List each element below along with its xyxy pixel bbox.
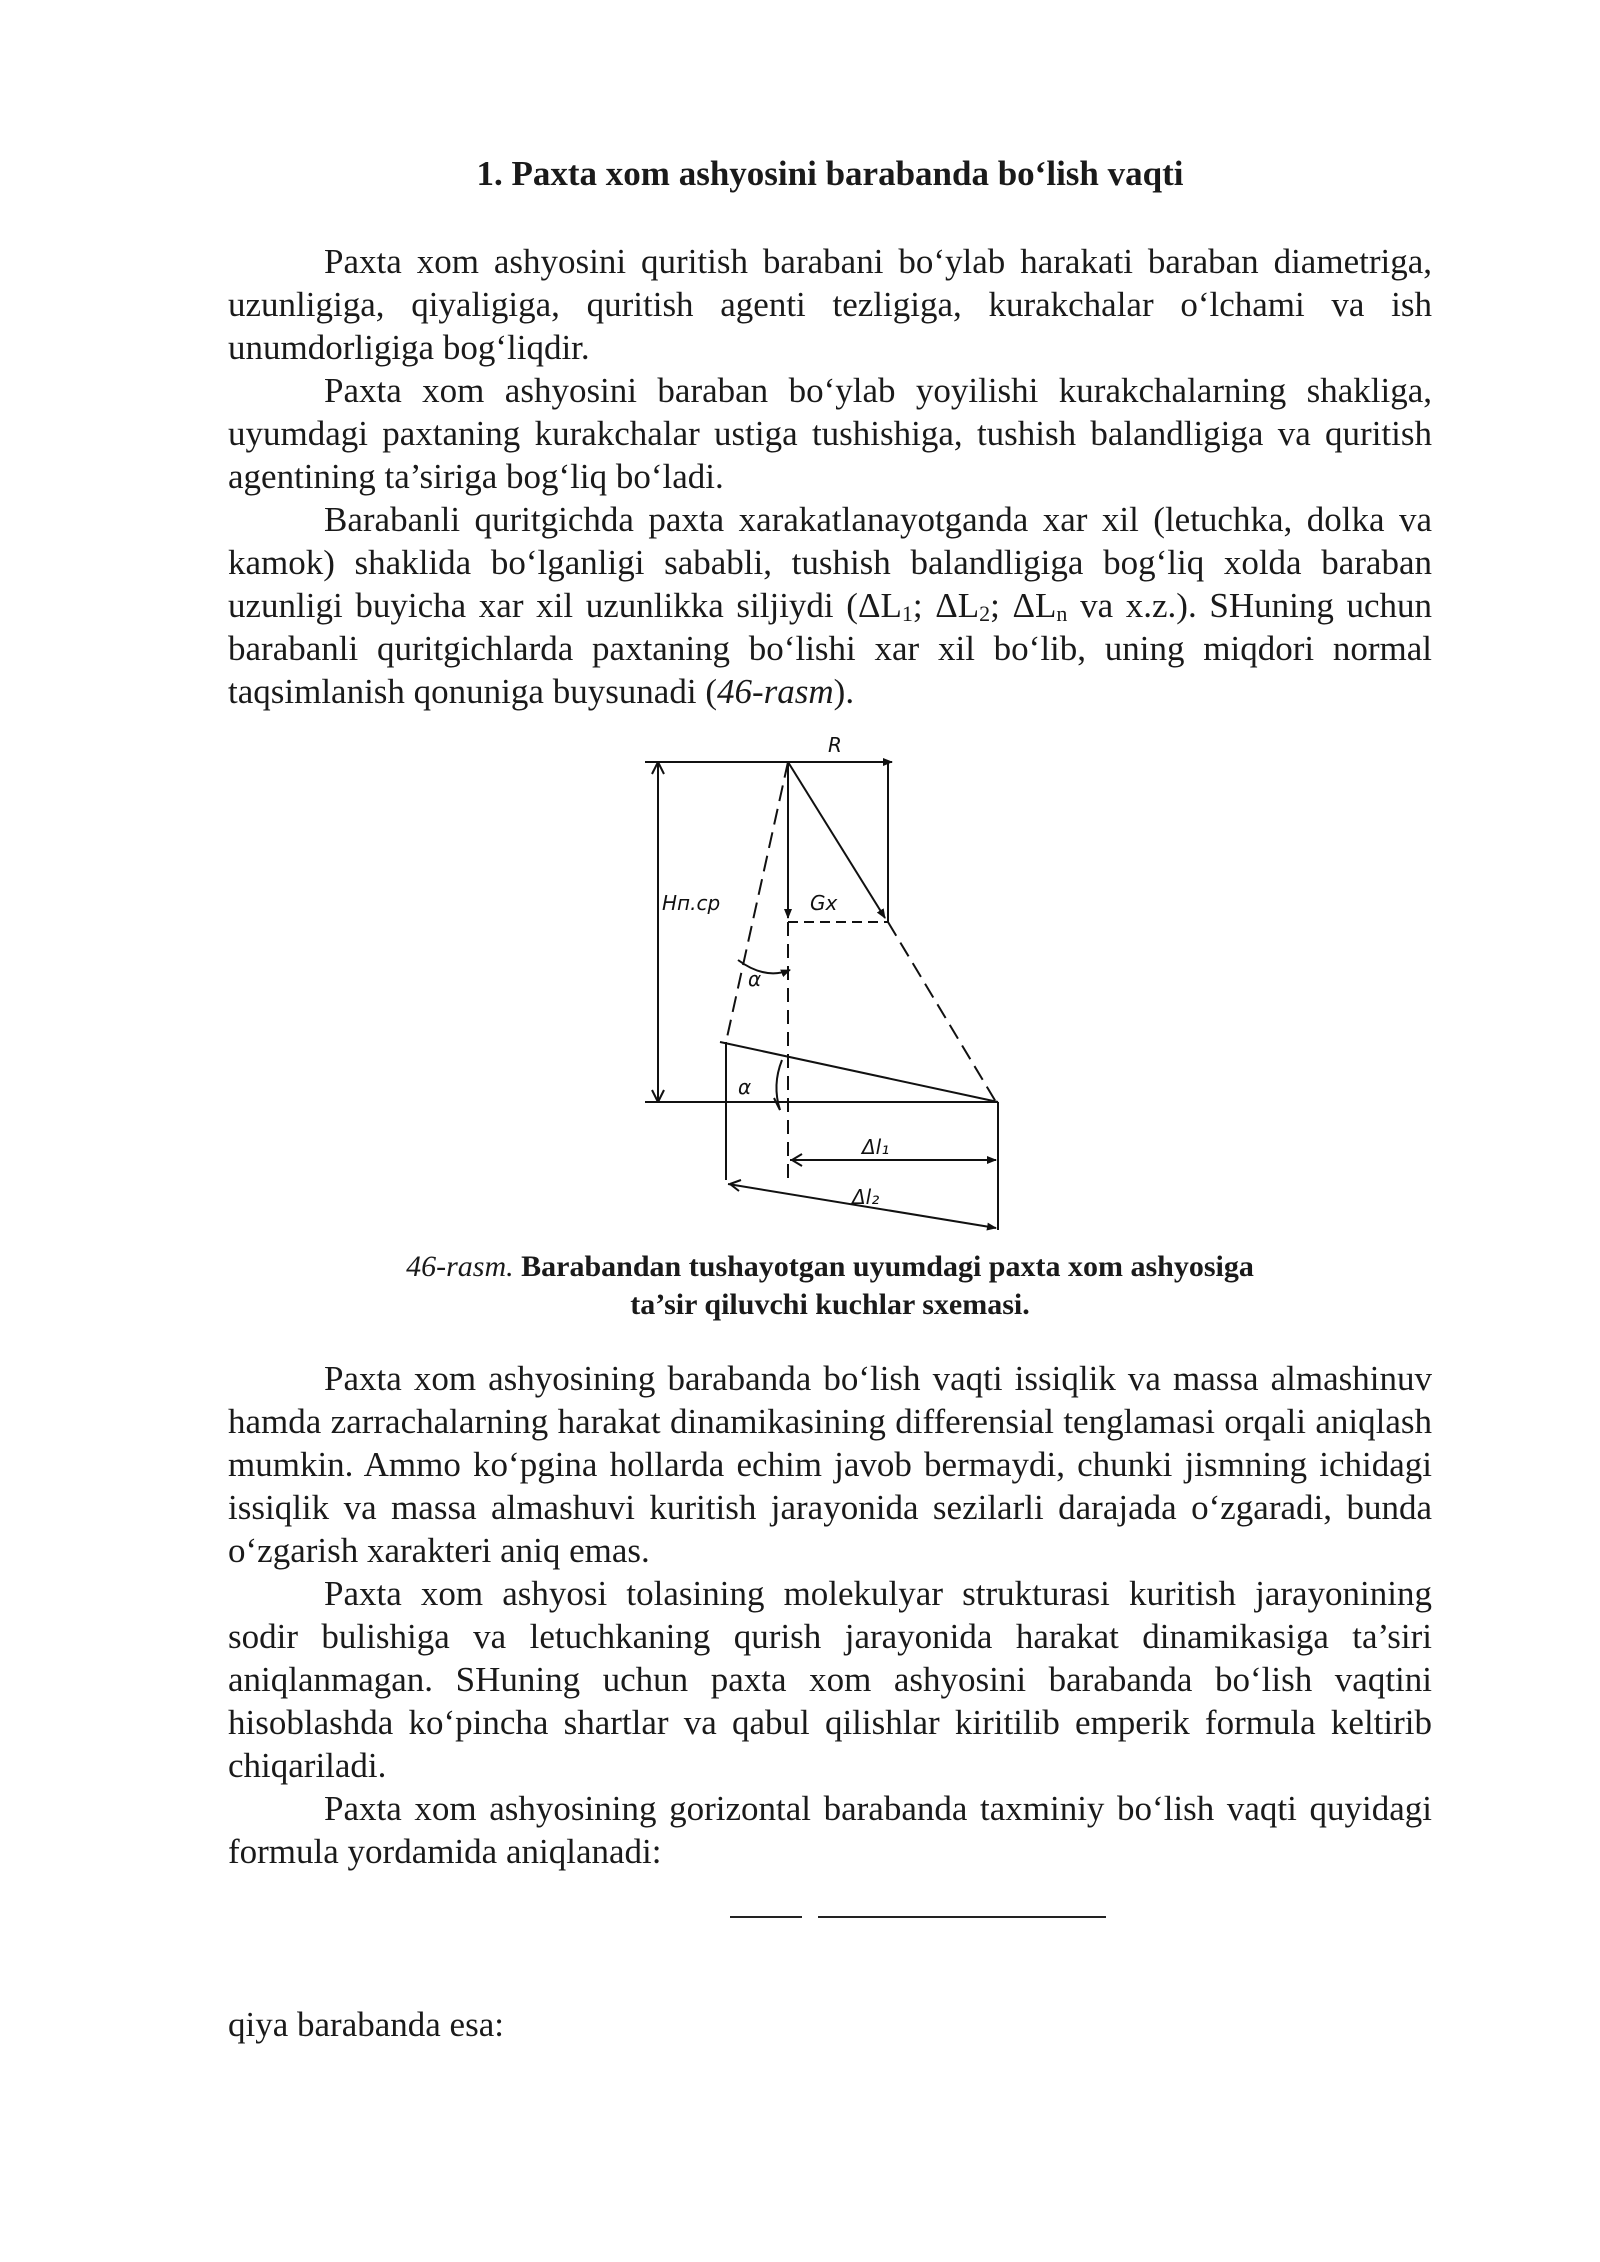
caption-number: 46-rasm. (406, 1250, 514, 1283)
closing-text (228, 2003, 1432, 2046)
label-gravity: Gx (810, 891, 838, 915)
caption-title-line2: ta’sir qiluvchi kuchlar sxemasi. (630, 1288, 1030, 1321)
delta-l2: ΔL (935, 586, 980, 625)
force-diagram (630, 730, 1030, 1240)
separator-1: ; (912, 586, 936, 625)
paragraph-3-text-b: va x.z.). SHuning uchun barabanli quritgichlarda paxtaning bo‘lishi xar xil bo‘lib, uning miqdori normal taqsimlanish qonuniga buysunadi ( (228, 586, 1433, 711)
paragraph-7: qiya barabanda esa: (228, 2005, 504, 2044)
delta-l1: ΔL (857, 586, 902, 625)
delta-l1-index: 1 (901, 601, 913, 626)
label-angle-upper: α (748, 967, 762, 991)
label-angle-lower: α (738, 1075, 752, 1099)
formula-placeholder (730, 1916, 1130, 1926)
sloped-line (720, 1042, 998, 1102)
trajectory-line (726, 762, 788, 1042)
paragraph-1: Paxta xom ashyosini quritish barabani bo‘ylab harakati baraban diametriga, uzunligiga, qiyaligiga, quritish agenti tezligiga, kurakchalar o‘lchami va ish unumdorligiga bog‘liqdir. (228, 242, 1432, 367)
delta-l2-index: 2 (979, 601, 991, 626)
label-height: Hп.cp (662, 891, 721, 915)
label-r: R (828, 733, 842, 757)
intro-text (228, 240, 1432, 713)
paragraph-3 (228, 498, 1432, 713)
paragraph-4: Paxta xom ashyosining barabanda bo‘lish vaqti issiqlik va massa almashinuv hamda zarrachalarning harakat dinamikasining differensial tenglamasi orqali aniqlash mumkin. Ammo ko‘pgina hollarda echim javob bermaydi, chunki jismning ichidagi issiqlik va massa almashuvi kuritish jarayonida sezilarli darajada o‘zgaradi, bunda o‘zgarish xarakteri aniq emas. (228, 1359, 1432, 1570)
paragraph-5: Paxta xom ashyosi tolasining molekulyar strukturasi kuritish jarayonining sodir bulishiga va letuchkaning qurish jarayonida harakat dinamikasiga ta’siri aniqlanmagan. SHuning uchun paxta xom ashyosini barabanda bo‘lish vaqtini hisoblashda ko‘pincha shartlar va qabul qilishlar kiritilib emperik formula keltirib chiqariladi. (228, 1574, 1432, 1785)
separator-2: ; (990, 586, 1013, 625)
label-dl2: Δl₂ (852, 1185, 880, 1209)
section-heading: 1. Paxta xom ashyosini barabanda bo‘lish vaqti (476, 154, 1184, 193)
figure-reference: 46-rasm (716, 672, 834, 711)
caption-title-line1: Barabandan tushayotgan uyumdagi paxta xom ashyosiga (521, 1250, 1254, 1283)
delta-ln-index: n (1056, 601, 1068, 626)
figure-caption (228, 1248, 1432, 1324)
paragraph-3-end: ). (833, 672, 855, 711)
body-text (228, 1357, 1432, 1873)
paragraph-3-text-a: Barabanli quritgichda paxta xarakatlanayotganda xar xil (letuchka, dolka va kamok) shaklida bo‘lganligi sababli, tushish balandligiga bog‘liq xolda baraban uzunligi buyicha xar xil uzunlikka siljiydi ( (228, 500, 1432, 625)
paragraph-6: Paxta xom ashyosining gorizontal barabanda taxminiy bo‘lish vaqti quyidagi formula yordamida aniqlanadi: (228, 1789, 1432, 1871)
delta-ln: ΔL (1012, 586, 1057, 625)
paragraph-2: Paxta xom ashyosini baraban bo‘ylab yoyilishi kurakchalarning shakliga, uyumdagi paxtaning kurakchalar ustiga tushishiga, tushish balandligiga va quritish agentining ta’siriga bog‘liq bo‘ladi. (228, 371, 1432, 496)
label-dl1: Δl₁ (862, 1135, 890, 1159)
